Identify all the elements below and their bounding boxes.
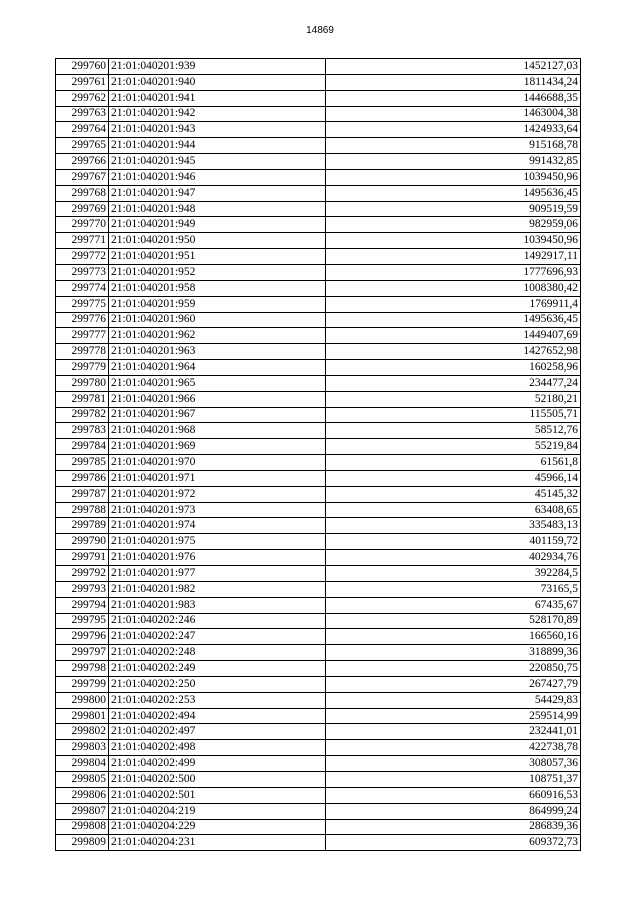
cadastral-value-cell: 115505,71 <box>326 407 581 423</box>
cadastral-number-cell: 21:01:040201:983 <box>109 597 326 613</box>
cadastral-number-cell: 21:01:040202:249 <box>109 661 326 677</box>
cadastral-value-cell: 267427,79 <box>326 676 581 692</box>
table-row <box>56 661 581 677</box>
cadastral-value-cell: 52180,21 <box>326 391 581 407</box>
table-row <box>56 566 581 582</box>
table-row <box>56 455 581 471</box>
row-number-cell: 299785 <box>56 455 109 471</box>
row-number-cell: 299771 <box>56 233 109 249</box>
cadastral-value-cell: 160258,96 <box>326 360 581 376</box>
row-number-cell: 299760 <box>56 59 109 75</box>
cadastral-value-cell: 54429,83 <box>326 692 581 708</box>
table-row <box>56 470 581 486</box>
cadastral-number-cell: 21:01:040202:248 <box>109 645 326 661</box>
row-number-cell: 299773 <box>56 264 109 280</box>
cadastral-number-cell: 21:01:040202:499 <box>109 756 326 772</box>
cadastral-number-cell: 21:01:040201:966 <box>109 391 326 407</box>
table-row <box>56 439 581 455</box>
cadastral-value-cell: 864999,24 <box>326 803 581 819</box>
table-row <box>56 645 581 661</box>
row-number-cell: 299806 <box>56 787 109 803</box>
cadastral-number-cell: 21:01:040202:501 <box>109 787 326 803</box>
table-row <box>56 597 581 613</box>
cadastral-number-cell: 21:01:040201:977 <box>109 566 326 582</box>
table-row <box>56 375 581 391</box>
row-number-cell: 299766 <box>56 154 109 170</box>
cadastral-value-cell: 286839,36 <box>326 819 581 835</box>
table-row <box>56 835 581 851</box>
table-row <box>56 312 581 328</box>
row-number-cell: 299787 <box>56 486 109 502</box>
row-number-cell: 299809 <box>56 835 109 851</box>
cadastral-value-cell: 1463004,38 <box>326 106 581 122</box>
table-row <box>56 407 581 423</box>
cadastral-number-cell: 21:01:040201:948 <box>109 201 326 217</box>
cadastral-number-cell: 21:01:040201:946 <box>109 169 326 185</box>
cadastral-number-cell: 21:01:040201:947 <box>109 185 326 201</box>
cadastral-number-cell: 21:01:040201:941 <box>109 90 326 106</box>
table-row <box>56 676 581 692</box>
table-row <box>56 423 581 439</box>
cadastral-number-cell: 21:01:040201:939 <box>109 59 326 75</box>
cadastral-number-cell: 21:01:040201:962 <box>109 328 326 344</box>
cadastral-number-cell: 21:01:040204:219 <box>109 803 326 819</box>
row-number-cell: 299784 <box>56 439 109 455</box>
cadastral-value-cell: 1449407,69 <box>326 328 581 344</box>
cadastral-value-cell: 67435,67 <box>326 597 581 613</box>
cadastral-value-cell: 609372,73 <box>326 835 581 851</box>
row-number-cell: 299793 <box>56 581 109 597</box>
cadastral-value-cell: 1424933,64 <box>326 122 581 138</box>
cadastral-number-cell: 21:01:040201:972 <box>109 486 326 502</box>
cadastral-number-cell: 21:01:040201:971 <box>109 470 326 486</box>
cadastral-value-cell: 422738,78 <box>326 740 581 756</box>
cadastral-value-cell: 58512,76 <box>326 423 581 439</box>
cadastral-number-cell: 21:01:040202:247 <box>109 629 326 645</box>
cadastral-value-cell: 401159,72 <box>326 534 581 550</box>
row-number-cell: 299765 <box>56 138 109 154</box>
row-number-cell: 299794 <box>56 597 109 613</box>
cadastral-value-cell: 1039450,96 <box>326 233 581 249</box>
row-number-cell: 299774 <box>56 280 109 296</box>
cadastral-value-cell: 61561,8 <box>326 455 581 471</box>
cadastral-value-cell: 232441,01 <box>326 724 581 740</box>
row-number-cell: 299769 <box>56 201 109 217</box>
row-number-cell: 299801 <box>56 708 109 724</box>
table-row <box>56 138 581 154</box>
table-row <box>56 692 581 708</box>
row-number-cell: 299775 <box>56 296 109 312</box>
cadastral-number-cell: 21:01:040202:246 <box>109 613 326 629</box>
cadastral-value-cell: 909519,59 <box>326 201 581 217</box>
cadastral-number-cell: 21:01:040201:950 <box>109 233 326 249</box>
cadastral-number-cell: 21:01:040204:229 <box>109 819 326 835</box>
cadastral-value-cell: 1769911,4 <box>326 296 581 312</box>
cadastral-number-cell: 21:01:040202:494 <box>109 708 326 724</box>
table-row <box>56 771 581 787</box>
cadastral-number-cell: 21:01:040201:967 <box>109 407 326 423</box>
row-number-cell: 299777 <box>56 328 109 344</box>
table-row <box>56 106 581 122</box>
cadastral-number-cell: 21:01:040201:975 <box>109 534 326 550</box>
cadastral-number-cell: 21:01:040202:250 <box>109 676 326 692</box>
table-row <box>56 233 581 249</box>
page-number: 14869 <box>306 25 334 36</box>
table-row <box>56 581 581 597</box>
cadastral-number-cell: 21:01:040201:968 <box>109 423 326 439</box>
table-row <box>56 708 581 724</box>
cadastral-value-cell: 1495636,45 <box>326 185 581 201</box>
cadastral-value-cell: 1777696,93 <box>326 264 581 280</box>
cadastral-number-cell: 21:01:040201:952 <box>109 264 326 280</box>
cadastral-value-cell: 660916,53 <box>326 787 581 803</box>
cadastral-value-cell: 335483,13 <box>326 518 581 534</box>
cadastral-number-cell: 21:01:040201:960 <box>109 312 326 328</box>
table-row <box>56 629 581 645</box>
table-row <box>56 740 581 756</box>
cadastral-number-cell: 21:01:040201:963 <box>109 344 326 360</box>
row-number-cell: 299808 <box>56 819 109 835</box>
cadastral-value-cell: 1039450,96 <box>326 169 581 185</box>
cadastral-number-cell: 21:01:040202:498 <box>109 740 326 756</box>
table-row <box>56 550 581 566</box>
row-number-cell: 299804 <box>56 756 109 772</box>
cadastral-number-cell: 21:01:040201:969 <box>109 439 326 455</box>
table-row <box>56 803 581 819</box>
table-row <box>56 59 581 75</box>
table-row <box>56 613 581 629</box>
table-row <box>56 534 581 550</box>
cadastral-number-cell: 21:01:040201:945 <box>109 154 326 170</box>
table-row <box>56 249 581 265</box>
cadastral-number-cell: 21:01:040201:973 <box>109 502 326 518</box>
table-row <box>56 756 581 772</box>
row-number-cell: 299788 <box>56 502 109 518</box>
cadastral-value-cell: 392284,5 <box>326 566 581 582</box>
row-number-cell: 299807 <box>56 803 109 819</box>
cadastral-number-cell: 21:01:040201:958 <box>109 280 326 296</box>
row-number-cell: 299770 <box>56 217 109 233</box>
table-row <box>56 154 581 170</box>
table-row <box>56 518 581 534</box>
cadastral-value-cell: 308057,36 <box>326 756 581 772</box>
row-number-cell: 299805 <box>56 771 109 787</box>
cadastral-number-cell: 21:01:040201:959 <box>109 296 326 312</box>
row-number-cell: 299786 <box>56 470 109 486</box>
table-row <box>56 264 581 280</box>
cadastral-value-cell: 991432,85 <box>326 154 581 170</box>
cadastral-value-cell: 1811434,24 <box>326 74 581 90</box>
row-number-cell: 299783 <box>56 423 109 439</box>
cadastral-number-cell: 21:01:040202:497 <box>109 724 326 740</box>
table-row <box>56 90 581 106</box>
row-number-cell: 299782 <box>56 407 109 423</box>
cadastral-number-cell: 21:01:040201:965 <box>109 375 326 391</box>
row-number-cell: 299791 <box>56 550 109 566</box>
table-body <box>56 59 581 851</box>
row-number-cell: 299772 <box>56 249 109 265</box>
table-row <box>56 724 581 740</box>
cadastral-value-cell: 1495636,45 <box>326 312 581 328</box>
cadastral-number-cell: 21:01:040201:943 <box>109 122 326 138</box>
cadastral-number-cell: 21:01:040201:944 <box>109 138 326 154</box>
row-number-cell: 299778 <box>56 344 109 360</box>
cadastral-value-cell: 166560,16 <box>326 629 581 645</box>
cadastral-value-cell: 220850,75 <box>326 661 581 677</box>
cadastral-value-table <box>55 58 581 851</box>
table-row <box>56 217 581 233</box>
cadastral-value-cell: 1008380,42 <box>326 280 581 296</box>
table-row <box>56 486 581 502</box>
cadastral-value-cell: 45145,32 <box>326 486 581 502</box>
row-number-cell: 299764 <box>56 122 109 138</box>
row-number-cell: 299795 <box>56 613 109 629</box>
cadastral-value-cell: 1452127,03 <box>326 59 581 75</box>
cadastral-number-cell: 21:01:040202:253 <box>109 692 326 708</box>
row-number-cell: 299789 <box>56 518 109 534</box>
cadastral-number-cell: 21:01:040201:949 <box>109 217 326 233</box>
cadastral-number-cell: 21:01:040201:964 <box>109 360 326 376</box>
cadastral-number-cell: 21:01:040201:976 <box>109 550 326 566</box>
row-number-cell: 299792 <box>56 566 109 582</box>
table-row <box>56 201 581 217</box>
cadastral-value-cell: 234477,24 <box>326 375 581 391</box>
cadastral-value-cell: 73165,5 <box>326 581 581 597</box>
row-number-cell: 299803 <box>56 740 109 756</box>
cadastral-value-cell: 1492917,11 <box>326 249 581 265</box>
table-row <box>56 502 581 518</box>
cadastral-value-cell: 108751,37 <box>326 771 581 787</box>
cadastral-value-cell: 1427652,98 <box>326 344 581 360</box>
table-row <box>56 344 581 360</box>
table-row <box>56 296 581 312</box>
cadastral-number-cell: 21:01:040202:500 <box>109 771 326 787</box>
row-number-cell: 299800 <box>56 692 109 708</box>
table-row <box>56 280 581 296</box>
row-number-cell: 299767 <box>56 169 109 185</box>
cadastral-value-cell: 259514,99 <box>326 708 581 724</box>
cadastral-number-cell: 21:01:040201:942 <box>109 106 326 122</box>
table-row <box>56 185 581 201</box>
cadastral-value-cell: 63408,65 <box>326 502 581 518</box>
cadastral-number-cell: 21:01:040201:951 <box>109 249 326 265</box>
cadastral-value-cell: 1446688,35 <box>326 90 581 106</box>
cadastral-value-cell: 528170,89 <box>326 613 581 629</box>
cadastral-number-cell: 21:01:040201:940 <box>109 74 326 90</box>
row-number-cell: 299776 <box>56 312 109 328</box>
table-row <box>56 169 581 185</box>
row-number-cell: 299797 <box>56 645 109 661</box>
row-number-cell: 299799 <box>56 676 109 692</box>
row-number-cell: 299768 <box>56 185 109 201</box>
row-number-cell: 299790 <box>56 534 109 550</box>
row-number-cell: 299779 <box>56 360 109 376</box>
cadastral-number-cell: 21:01:040201:982 <box>109 581 326 597</box>
row-number-cell: 299763 <box>56 106 109 122</box>
row-number-cell: 299798 <box>56 661 109 677</box>
cadastral-value-cell: 55219,84 <box>326 439 581 455</box>
row-number-cell: 299781 <box>56 391 109 407</box>
cadastral-number-cell: 21:01:040204:231 <box>109 835 326 851</box>
cadastral-value-cell: 318899,36 <box>326 645 581 661</box>
cadastral-value-cell: 982959,06 <box>326 217 581 233</box>
cadastral-value-cell: 402934,76 <box>326 550 581 566</box>
cadastral-value-cell: 45966,14 <box>326 470 581 486</box>
table-row <box>56 819 581 835</box>
table-row <box>56 74 581 90</box>
table-row <box>56 360 581 376</box>
table-row <box>56 787 581 803</box>
row-number-cell: 299761 <box>56 74 109 90</box>
table-row <box>56 328 581 344</box>
row-number-cell: 299780 <box>56 375 109 391</box>
table-row <box>56 122 581 138</box>
table-row <box>56 391 581 407</box>
row-number-cell: 299796 <box>56 629 109 645</box>
row-number-cell: 299802 <box>56 724 109 740</box>
cadastral-value-cell: 915168,78 <box>326 138 581 154</box>
cadastral-number-cell: 21:01:040201:974 <box>109 518 326 534</box>
cadastral-number-cell: 21:01:040201:970 <box>109 455 326 471</box>
row-number-cell: 299762 <box>56 90 109 106</box>
